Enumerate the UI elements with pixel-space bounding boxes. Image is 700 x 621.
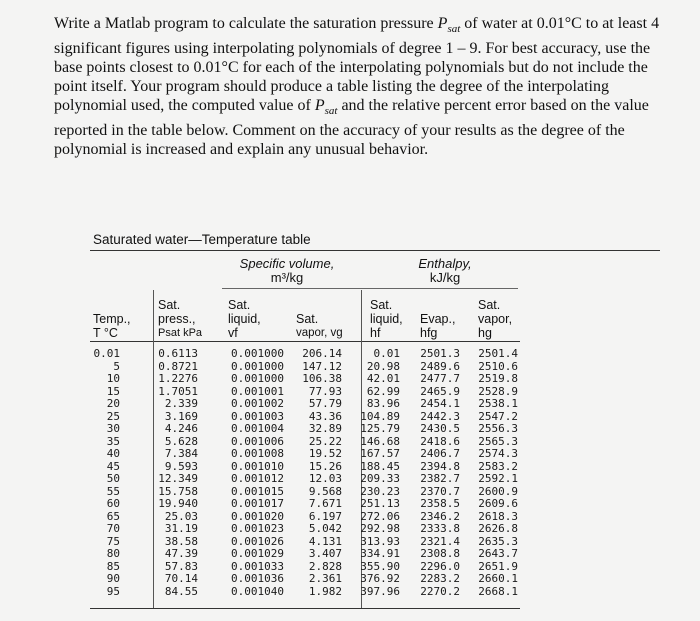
data-rows xyxy=(0,348,700,598)
cell-psat: 0.8721 xyxy=(158,359,198,373)
cell-vf: 0.001040 xyxy=(231,584,284,598)
cell-temp: 20 xyxy=(106,397,120,410)
cell-hf: 146.68 xyxy=(360,434,400,448)
cell-hfg: 2489.6 xyxy=(420,359,460,373)
table-row xyxy=(0,411,700,424)
col-header-vg: Sat. vapor, vg xyxy=(296,312,343,339)
col-header-hg: Sat. vapor, hg xyxy=(478,298,513,340)
table-row xyxy=(0,423,700,436)
col-header-hfg: Evap., hfg xyxy=(420,312,456,340)
cell-hg: 2609.6 xyxy=(478,497,518,510)
cell-hfg: 2454.1 xyxy=(420,397,460,410)
cell-temp: 75 xyxy=(106,534,120,548)
cell-temp: 30 xyxy=(106,422,120,435)
cell-hfg: 2358.5 xyxy=(420,497,460,510)
cell-vf: 0.001023 xyxy=(231,522,284,535)
table-row xyxy=(0,461,700,474)
cell-hf: 42.01 xyxy=(366,372,400,385)
cell-hg: 2556.3 xyxy=(478,422,518,435)
cell-vf: 0.001012 xyxy=(231,472,284,485)
cell-hf: 251.13 xyxy=(360,497,400,510)
table-row xyxy=(0,361,700,374)
cell-vf: 0.001029 xyxy=(231,547,284,560)
cell-psat: 3.169 xyxy=(164,409,198,423)
cell-hfg: 2406.7 xyxy=(420,447,460,460)
cell-temp: 40 xyxy=(106,447,120,460)
cell-hf: 0.01 xyxy=(373,347,400,360)
cell-hf: 125.79 xyxy=(360,422,400,435)
cell-hfg: 2270.2 xyxy=(420,584,460,598)
cell-vf: 0.001033 xyxy=(231,559,284,573)
cell-hg: 2618.3 xyxy=(478,509,518,523)
table-row xyxy=(0,548,700,561)
table-row xyxy=(0,348,700,361)
cell-hfg: 2382.7 xyxy=(420,472,460,485)
cell-psat: 7.384 xyxy=(164,447,198,460)
cell-hg: 2538.1 xyxy=(478,397,518,410)
table-row xyxy=(0,573,700,586)
cell-hfg: 2394.8 xyxy=(420,459,460,473)
cell-temp: 10 xyxy=(106,372,120,385)
cell-hfg: 2333.8 xyxy=(420,522,460,535)
cell-hf: 188.45 xyxy=(360,459,400,473)
cell-vg: 25.22 xyxy=(308,434,342,448)
cell-vf: 0.001002 xyxy=(231,397,284,410)
cell-vg: 57.79 xyxy=(308,397,342,410)
cell-hfg: 2442.3 xyxy=(420,409,460,423)
cell-vg: 5.042 xyxy=(308,522,342,535)
cell-vf: 0.001004 xyxy=(231,422,284,435)
cell-hfg: 2477.7 xyxy=(420,372,460,385)
cell-temp: 85 xyxy=(106,559,120,573)
cell-hfg: 2296.0 xyxy=(420,559,460,573)
cell-psat: 9.593 xyxy=(164,459,198,473)
cell-hg: 2501.4 xyxy=(478,347,518,360)
cell-vf: 0.001006 xyxy=(231,434,284,448)
cell-vg: 3.407 xyxy=(308,547,342,560)
cell-hg: 2600.9 xyxy=(478,484,518,498)
cell-vg: 6.197 xyxy=(308,509,342,523)
cell-vg: 32.89 xyxy=(308,422,342,435)
cell-hg: 2635.3 xyxy=(478,534,518,548)
cell-vf: 0.001000 xyxy=(231,347,284,360)
cell-temp: 50 xyxy=(106,472,120,485)
cell-hg: 2547.2 xyxy=(478,409,518,423)
cell-hf: 209.33 xyxy=(360,472,400,485)
table-row xyxy=(0,536,700,549)
cell-hf: 104.89 xyxy=(360,409,400,423)
cell-hfg: 2283.2 xyxy=(420,572,460,585)
cell-hfg: 2501.3 xyxy=(420,347,460,360)
cell-psat: 0.6113 xyxy=(158,347,198,360)
header-rule xyxy=(90,341,520,342)
table-title: Saturated water—Temperature table xyxy=(93,232,311,247)
cell-hf: 397.96 xyxy=(360,584,400,598)
cell-temp: 35 xyxy=(106,434,120,448)
table-bottom-rule xyxy=(90,608,520,609)
cell-hg: 2510.6 xyxy=(478,359,518,373)
cell-vg: 106.38 xyxy=(302,372,342,385)
cell-hf: 230.23 xyxy=(360,484,400,498)
title-rule xyxy=(90,250,660,251)
group-header-enthalpy: Enthalpy, kJ/kg xyxy=(418,256,472,285)
cell-vg: 15.26 xyxy=(308,459,342,473)
psat-symbol: $P_{sat}$ xyxy=(437,15,461,36)
cell-vg: 9.568 xyxy=(308,484,342,498)
cell-hf: 313.93 xyxy=(360,534,400,548)
table-row xyxy=(0,373,700,386)
cell-vg: 43.36 xyxy=(308,409,342,423)
cell-temp: 25 xyxy=(106,409,120,423)
cell-vf: 0.001000 xyxy=(231,372,284,385)
cell-hg: 2574.3 xyxy=(478,447,518,460)
cell-hf: 62.99 xyxy=(366,384,400,398)
col-header-vf: Sat. liquid, vf xyxy=(228,298,261,340)
cell-hfg: 2321.4 xyxy=(420,534,460,548)
cell-psat: 2.339 xyxy=(164,397,198,410)
table-row xyxy=(0,561,700,574)
cell-temp: 95 xyxy=(106,584,120,598)
enthalpy-group-rule xyxy=(356,288,518,289)
cell-vf: 0.001015 xyxy=(231,484,284,498)
cell-hfg: 2346.2 xyxy=(420,509,460,523)
problem-statement xyxy=(54,14,666,159)
cell-hg: 2643.7 xyxy=(478,547,518,560)
col-header-temp: Temp., T °C xyxy=(93,312,131,340)
cell-hf: 355.90 xyxy=(360,559,400,573)
cell-temp: 70 xyxy=(106,522,120,535)
cell-temp: 65 xyxy=(106,509,120,523)
cell-vg: 19.52 xyxy=(308,447,342,460)
cell-hf: 20.98 xyxy=(366,359,400,373)
cell-temp: 80 xyxy=(106,547,120,560)
table-row xyxy=(0,486,700,499)
cell-temp: 45 xyxy=(106,459,120,473)
col-header-hf: Sat. liquid, hf xyxy=(370,298,403,340)
cell-psat: 4.246 xyxy=(164,422,198,435)
cell-psat: 38.58 xyxy=(164,534,198,548)
cell-hg: 2651.9 xyxy=(478,559,518,573)
problem-text-1: Write a Matlab program to calculate the saturation pressure xyxy=(54,15,438,32)
group-header-volume: Specific volume, m³/kg xyxy=(239,256,335,285)
cell-psat: 15.758 xyxy=(158,484,198,498)
table-row xyxy=(0,448,700,461)
cell-vf: 0.001020 xyxy=(231,509,284,523)
cell-psat: 1.7051 xyxy=(158,384,198,398)
cell-temp: 60 xyxy=(106,497,120,510)
cell-vg: 77.93 xyxy=(308,384,342,398)
cell-vg: 4.131 xyxy=(308,534,342,548)
cell-hfg: 2370.7 xyxy=(420,484,460,498)
cell-hfg: 2430.5 xyxy=(420,422,460,435)
cell-vf: 0.001008 xyxy=(231,447,284,460)
cell-hf: 376.92 xyxy=(360,572,400,585)
cell-vg: 147.12 xyxy=(302,359,342,373)
cell-vg: 12.03 xyxy=(308,472,342,485)
table-row xyxy=(0,523,700,536)
cell-hf: 167.57 xyxy=(360,447,400,460)
table-row xyxy=(0,473,700,486)
cell-hg: 2668.1 xyxy=(478,584,518,598)
cell-psat: 5.628 xyxy=(164,434,198,448)
cell-hg: 2626.8 xyxy=(478,522,518,535)
cell-vf: 0.001003 xyxy=(231,409,284,423)
table-row xyxy=(0,511,700,524)
cell-psat: 31.19 xyxy=(164,522,198,535)
cell-hf: 334.91 xyxy=(360,547,400,560)
cell-hg: 2528.9 xyxy=(478,384,518,398)
cell-vf: 0.001000 xyxy=(231,359,284,373)
problem-text-2: of water at 0.01°C to at least 4 significant figures using interpolating polynomials of degree 1 – 9. For best accuracy, use the base points closest to 0.01°C for each of the interpolating polynomials but do not include the point itself. Your program should produce a table listing the degree of the interpolating polynomial used, the computed value of xyxy=(54,15,660,115)
cell-vg: 2.361 xyxy=(308,572,342,585)
cell-hg: 2519.8 xyxy=(478,372,518,385)
cell-vg: 7.671 xyxy=(308,497,342,510)
col-header-press: Sat. press., Psat kPa xyxy=(158,298,203,339)
table-row xyxy=(0,398,700,411)
cell-temp: 0.01 xyxy=(93,347,120,360)
cell-hg: 2592.1 xyxy=(478,472,518,485)
psat-symbol: $P_{sat}$ xyxy=(314,97,338,118)
cell-hfg: 2418.6 xyxy=(420,434,460,448)
cell-vg: 1.982 xyxy=(308,584,342,598)
problem-text-3: and the relative percent error based on the value reported in the table below. Comment on the accuracy of your results as the degree of the polynomial is increased and explain any unusual behavior. xyxy=(54,97,649,159)
table-row xyxy=(0,498,700,511)
cell-vg: 206.14 xyxy=(302,347,342,360)
cell-psat: 12.349 xyxy=(158,472,198,485)
cell-psat: 25.03 xyxy=(164,509,198,523)
cell-temp: 90 xyxy=(106,572,120,585)
cell-vf: 0.001017 xyxy=(231,497,284,510)
cell-vf: 0.001010 xyxy=(231,459,284,473)
cell-psat: 84.55 xyxy=(164,584,198,598)
cell-psat: 57.83 xyxy=(164,559,198,573)
cell-psat: 1.2276 xyxy=(158,372,198,385)
cell-psat: 47.39 xyxy=(164,547,198,560)
cell-vg: 2.828 xyxy=(308,559,342,573)
cell-hf: 83.96 xyxy=(366,397,400,410)
cell-temp: 15 xyxy=(106,384,120,398)
cell-temp: 55 xyxy=(106,484,120,498)
table-row xyxy=(0,386,700,399)
cell-hf: 292.98 xyxy=(360,522,400,535)
cell-vf: 0.001036 xyxy=(231,572,284,585)
volume-group-rule xyxy=(222,288,358,289)
cell-psat: 19.940 xyxy=(158,497,198,510)
cell-vf: 0.001001 xyxy=(231,384,284,398)
cell-hf: 272.06 xyxy=(360,509,400,523)
cell-hfg: 2465.9 xyxy=(420,384,460,398)
table-row xyxy=(0,586,700,599)
table-row xyxy=(0,436,700,449)
cell-hg: 2583.2 xyxy=(478,459,518,473)
cell-hg: 2660.1 xyxy=(478,572,518,585)
cell-vf: 0.001026 xyxy=(231,534,284,548)
cell-temp: 5 xyxy=(113,359,120,373)
cell-hfg: 2308.8 xyxy=(420,547,460,560)
cell-psat: 70.14 xyxy=(164,572,198,585)
cell-hg: 2565.3 xyxy=(478,434,518,448)
